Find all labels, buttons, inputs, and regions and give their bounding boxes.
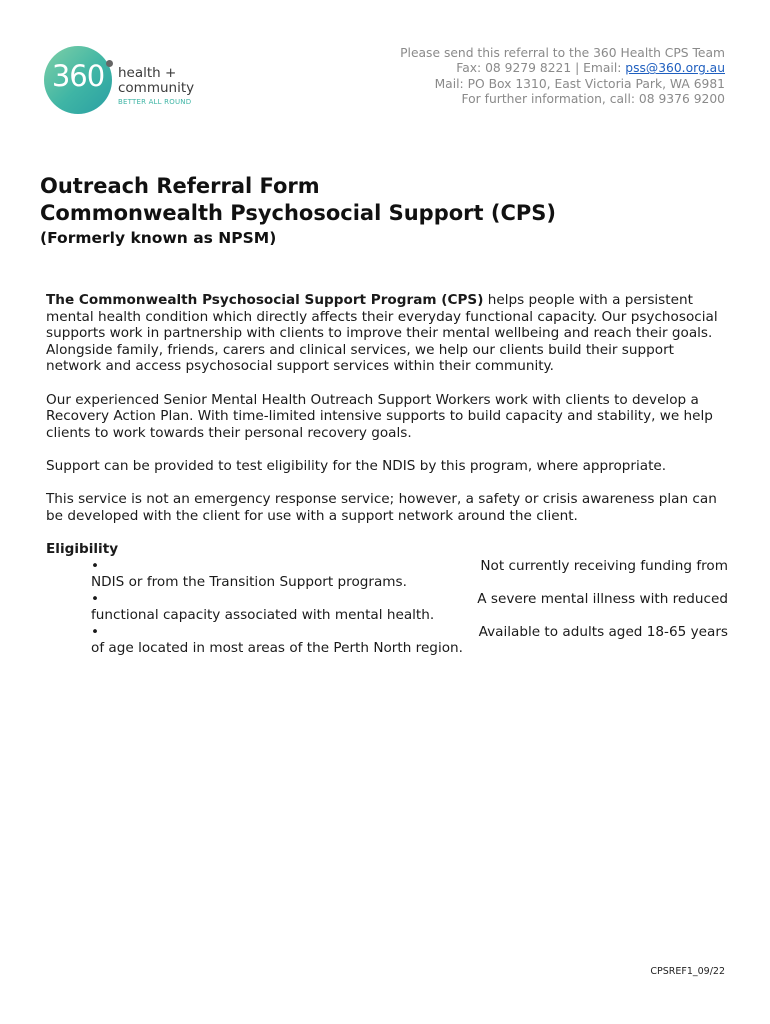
contact-send-line: Please send this referral to the 360 Health CPS Team: [400, 46, 725, 60]
logo-tagline: BETTER ALL ROUND: [118, 98, 192, 106]
contact-mail-line: Mail: PO Box 1310, East Victoria Park, WA 6981: [434, 76, 725, 91]
eligibility-item-text: A severe mental illness with reduced: [477, 590, 728, 607]
contact-fax: Fax: 08 9279 8221 | Email:: [456, 61, 626, 76]
bullet-icon: •: [91, 623, 100, 640]
eligibility-item-text-continued: NDIS or from the Transition Support programs.: [91, 574, 407, 591]
eligibility-item: [91, 591, 728, 624]
intro-paragraph: [46, 292, 728, 375]
service-paragraph: This service is not an emergency response service; however, a safety or crisis awareness plan can be developed with the client for use with a support network around the client.: [46, 491, 717, 524]
page-title: [40, 173, 556, 227]
contact-fax-email-line: [400, 61, 725, 76]
bullet-icon: •: [91, 557, 100, 574]
logo-line-health: health +: [118, 65, 177, 81]
page-subtitle: (Formerly known as NPSM): [40, 229, 277, 247]
logo-dot-icon: [106, 60, 113, 67]
eligibility-item-text-continued: of age located in most areas of the Perth North region.: [91, 640, 463, 657]
intro-text: helps people with a persistent mental health condition which directly affects their everyday functional capacity. Our psychosocial supports work in partnership with clients to improve their mental wellbeing and reach their goals. Alongside family, friends, carers and clinical services, we help our clients build their support network and access psychosocial support services within their community.: [46, 292, 718, 375]
logo-wordmark: [118, 66, 194, 96]
eligibility-item-text: Not currently receiving funding from: [480, 557, 728, 574]
contact-block: [400, 46, 725, 107]
logo-line-community: community: [118, 80, 195, 96]
title-line-2: Commonwealth Psychosocial Support (CPS): [40, 201, 556, 225]
logo-number: 360: [51, 59, 105, 93]
title-line-1: Outreach Referral Form: [40, 174, 320, 198]
contact-phone-line: For further information, call: 08 9376 9200: [461, 91, 725, 106]
eligibility-item-text: Available to adults aged 18-65 years: [478, 623, 728, 640]
ndis-paragraph: Support can be provided to test eligibility for the NDIS by this program, where appropriate.: [46, 457, 667, 474]
eligibility-item: [91, 558, 728, 591]
bullet-icon: •: [91, 590, 100, 607]
body-content: [46, 292, 728, 657]
eligibility-item-text-continued: functional capacity associated with mental health.: [91, 607, 435, 624]
email-link[interactable]: pss@360.org.au: [625, 61, 725, 76]
intro-bold-text: The Commonwealth Psychosocial Support Program (CPS): [46, 292, 484, 308]
recovery-paragraph: Our experienced Senior Mental Health Outreach Support Workers work with clients to develop a Recovery Action Plan. With time-limited intensive supports to build capacity and stability, we help clients to work towards their personal recovery goals.: [46, 391, 713, 441]
eligibility-heading: Eligibility: [46, 540, 119, 557]
eligibility-item: [91, 624, 728, 657]
brand-logo: [44, 46, 204, 118]
form-code: CPSREF1_09/22: [650, 966, 725, 977]
